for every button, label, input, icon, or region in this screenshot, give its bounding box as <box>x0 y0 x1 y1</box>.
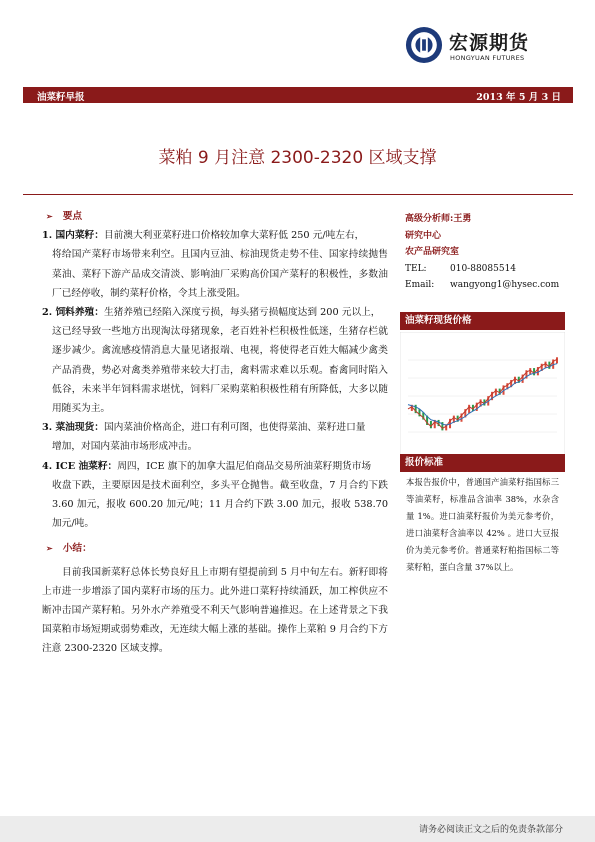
tel-value: 010-88085514 <box>450 263 517 274</box>
point-label: 3. 菜油现货： <box>42 422 104 434</box>
point-label: 1. 国内菜籽： <box>42 230 104 242</box>
report-type: 油菜籽早报 <box>37 92 85 103</box>
summary-paragraph: 目前我国新菜籽总体长势良好且上市期有望提前到 5 月中旬左右。新籽即将上市进一步增添了国内菜籽市场的压力。此外进口菜籽持续涌跃，加工榨供应不断冲击国产菜籽粕。另外水产养殖受不利天气影响普遍推迟。在上述背景之下我国菜粕市场短期或弱势难改，无连续大幅上涨的基础。操作上菜粕 9 月合约下方注意 2300-2320 区域支撑。 <box>42 566 388 655</box>
disclaimer-note: 请务必阅读正文之后的免责条款部分 <box>418 825 563 835</box>
email-row <box>405 277 565 294</box>
analyst-org2: 农产品研究室 <box>405 247 460 258</box>
price-chart-box <box>400 312 565 466</box>
price-standard-text: 本报告报价中，普通国产油菜籽指国标三等油菜籽，标准品含油率 38%，水杂含量 1%。进口油菜籽报价为美元参考价，进口油菜籽含油率以 42% 。进口大豆报价为美元参考价。普通菜籽粕指国标二等菜籽粕，蛋白含量 37%以上。 <box>406 477 559 572</box>
price-standard-box <box>400 454 565 578</box>
tel-label: TEL: <box>405 263 427 274</box>
email-value[interactable]: wangyong1@hysec.com <box>450 280 560 291</box>
point-label: 4. ICE 油菜籽： <box>42 460 118 472</box>
company-logo <box>405 26 555 70</box>
point-text: 目前澳大利亚菜籽进口价格较加拿大菜籽低 250 元/吨左右， <box>103 230 365 242</box>
chart-candle <box>430 421 432 428</box>
report-title: 菜粕 9 月注意 2300-2320 区域支撑 <box>158 148 437 168</box>
main-column <box>42 207 388 659</box>
price-standard-heading: 报价标准 <box>400 454 565 472</box>
report-date: 2013 年 5 月 3 日 <box>476 92 561 103</box>
key-points-heading-text: 要点 <box>62 211 83 222</box>
summary-heading-text: 小结： <box>62 543 92 555</box>
chart-candle <box>533 368 535 375</box>
arrow-right-icon: ➢ <box>46 211 53 221</box>
point-text: 生猪养殖已经陷入深度亏损，每头猪亏损幅度达到 200 元以上， <box>103 307 381 319</box>
title-divider <box>23 194 573 195</box>
chart-candle <box>495 389 497 396</box>
point-label: 2. 饲料养殖： <box>42 307 104 319</box>
chart-frame <box>400 332 565 462</box>
tel-row <box>405 261 565 278</box>
chart-candle <box>556 357 558 363</box>
point-item <box>42 457 388 534</box>
footer <box>0 816 595 842</box>
analyst-info <box>405 211 565 294</box>
point-item <box>42 303 388 418</box>
key-points-heading <box>46 207 388 226</box>
point-item <box>42 226 388 303</box>
analyst-org1: 研究中心 <box>405 230 442 241</box>
point-text: 国内菜油价格高企，进口有利可图，也使得菜油、菜籽进口量 <box>103 422 366 434</box>
point-text-cont: 收盘下跌，主要原因是技术面利空，多头平仓抛售。截至收盘，7 月合约下跌 3.60 加元，报收 600.20 加元/吨；11 月合约下跌 3.00 加元，报收 538.70 加元/吨。 <box>52 479 388 530</box>
point-text: 周四，ICE 旗下的加拿大温尼伯商品交易所油菜籽期货市场 <box>117 460 372 472</box>
point-text-cont: 将给国产菜籽市场带来利空。且国内豆油、棕油现货走势不佳、国家持续抛售菜油、菜籽下游产品成交清淡、影响油厂采购高价国产菜籽的积极性，多数油厂已经停收，制约菜籽价格，令其上涨受阻。 <box>52 249 388 299</box>
brand-name-en: HONGYUAN FUTURES <box>450 54 525 62</box>
point-item <box>42 418 388 456</box>
point-text-cont: 增加，对国内菜油市场形成冲击。 <box>52 441 198 453</box>
point-text-cont: 这已经导致一些地方出现淘汰母猪现象，老百姓补栏积极性低迷，生猪存栏就逐步减少。禽流感疫情消息大量见诸报端、电视，将使得老百姓大幅减少禽类产品消费，势必对禽类养殖带来较大打击，禽料需求难以乐观。畜禽同时陷入低谷，未来半年饲料需求堪忧，饲料厂采购菜粕积极性稍有所降低，大多以随用随买为主。 <box>52 326 388 415</box>
analyst-title: 高级分析师:王勇 <box>405 214 472 224</box>
price-chart <box>400 332 565 462</box>
summary-heading <box>46 539 388 558</box>
brand-name-cn: 宏源期货 <box>449 32 530 54</box>
arrow-right-icon: ➢ <box>46 543 53 554</box>
hongyuan-logo-icon <box>405 26 443 64</box>
email-label: Email: <box>405 280 435 291</box>
price-chart-heading: 油菜籽现货价格 <box>400 312 565 330</box>
chart-candle <box>468 405 470 413</box>
